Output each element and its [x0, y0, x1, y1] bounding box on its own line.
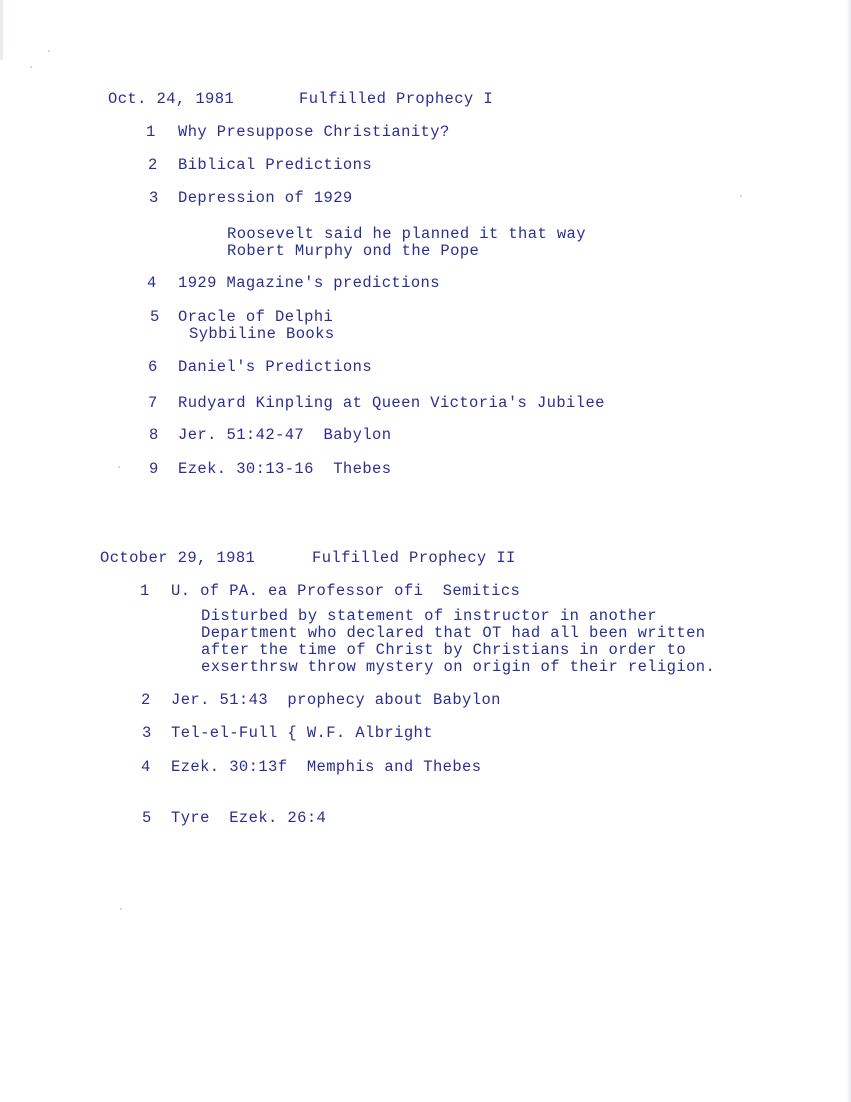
item-number: 7	[148, 394, 158, 412]
item-text: Ezek. 30:13-16 Thebes	[178, 460, 392, 478]
item-text: Ezek. 30:13f Memphis and Thebes	[171, 758, 482, 776]
scan-speck	[740, 195, 742, 197]
item-text: U. of PA. ea Professor ofi Semitics	[171, 582, 521, 600]
item-number: 8	[149, 426, 159, 444]
section-2-title: Fulfilled Prophecy II	[312, 549, 516, 567]
item-text: Tyre Ezek. 26:4	[171, 809, 327, 827]
item-note: Disturbed by statement of instructor in another	[201, 607, 657, 625]
item-note: Department who declared that OT had all been written	[201, 624, 706, 642]
item-number: 3	[142, 724, 152, 742]
item-text: Tel-el-Full { W.F. Albright	[171, 724, 433, 742]
item-text: Depression of 1929	[178, 189, 353, 207]
item-text: Oracle of Delphi	[178, 308, 334, 326]
item-text: Rudyard Kinpling at Queen Victoria's Jubilee	[178, 394, 605, 412]
item-number: 3	[149, 189, 159, 207]
item-text: Daniel's Predictions	[178, 358, 373, 376]
item-number: 9	[149, 460, 159, 478]
item-number: 1	[146, 123, 156, 141]
item-text: Jer. 51:42-47 Babylon	[178, 426, 392, 444]
section-1-title: Fulfilled Prophecy I	[299, 90, 494, 108]
page-edge-shadow	[847, 0, 851, 1102]
item-text: Jer. 51:43 prophecy about Babylon	[171, 691, 501, 709]
item-note: Roosevelt said he planned it that way	[227, 225, 586, 243]
item-note: after the time of Christ by Christians in order to	[201, 641, 687, 659]
item-number: 5	[150, 308, 160, 326]
item-number: 2	[148, 156, 158, 174]
item-note: exserthrsw throw mystery on origin of their religion.	[201, 658, 716, 676]
item-text: 1929 Magazine's predictions	[178, 274, 440, 292]
scan-speck	[118, 466, 120, 468]
scan-speck	[48, 50, 50, 52]
item-note: Sybbiline Books	[189, 325, 335, 343]
scan-speck	[30, 66, 32, 68]
item-number: 6	[148, 358, 158, 376]
item-text: Biblical Predictions	[178, 156, 373, 174]
item-number: 1	[140, 582, 150, 600]
scan-speck	[120, 908, 122, 910]
page-edge-mark	[0, 0, 3, 60]
item-text: Why Presuppose Christianity?	[178, 123, 450, 141]
section-1-date: Oct. 24, 1981	[108, 90, 235, 108]
item-number: 5	[142, 809, 152, 827]
item-number: 4	[147, 274, 157, 292]
item-number: 2	[141, 691, 151, 709]
item-note: Robert Murphy ond the Pope	[227, 242, 480, 260]
section-2-date: October 29, 1981	[100, 549, 256, 567]
item-number: 4	[141, 758, 151, 776]
